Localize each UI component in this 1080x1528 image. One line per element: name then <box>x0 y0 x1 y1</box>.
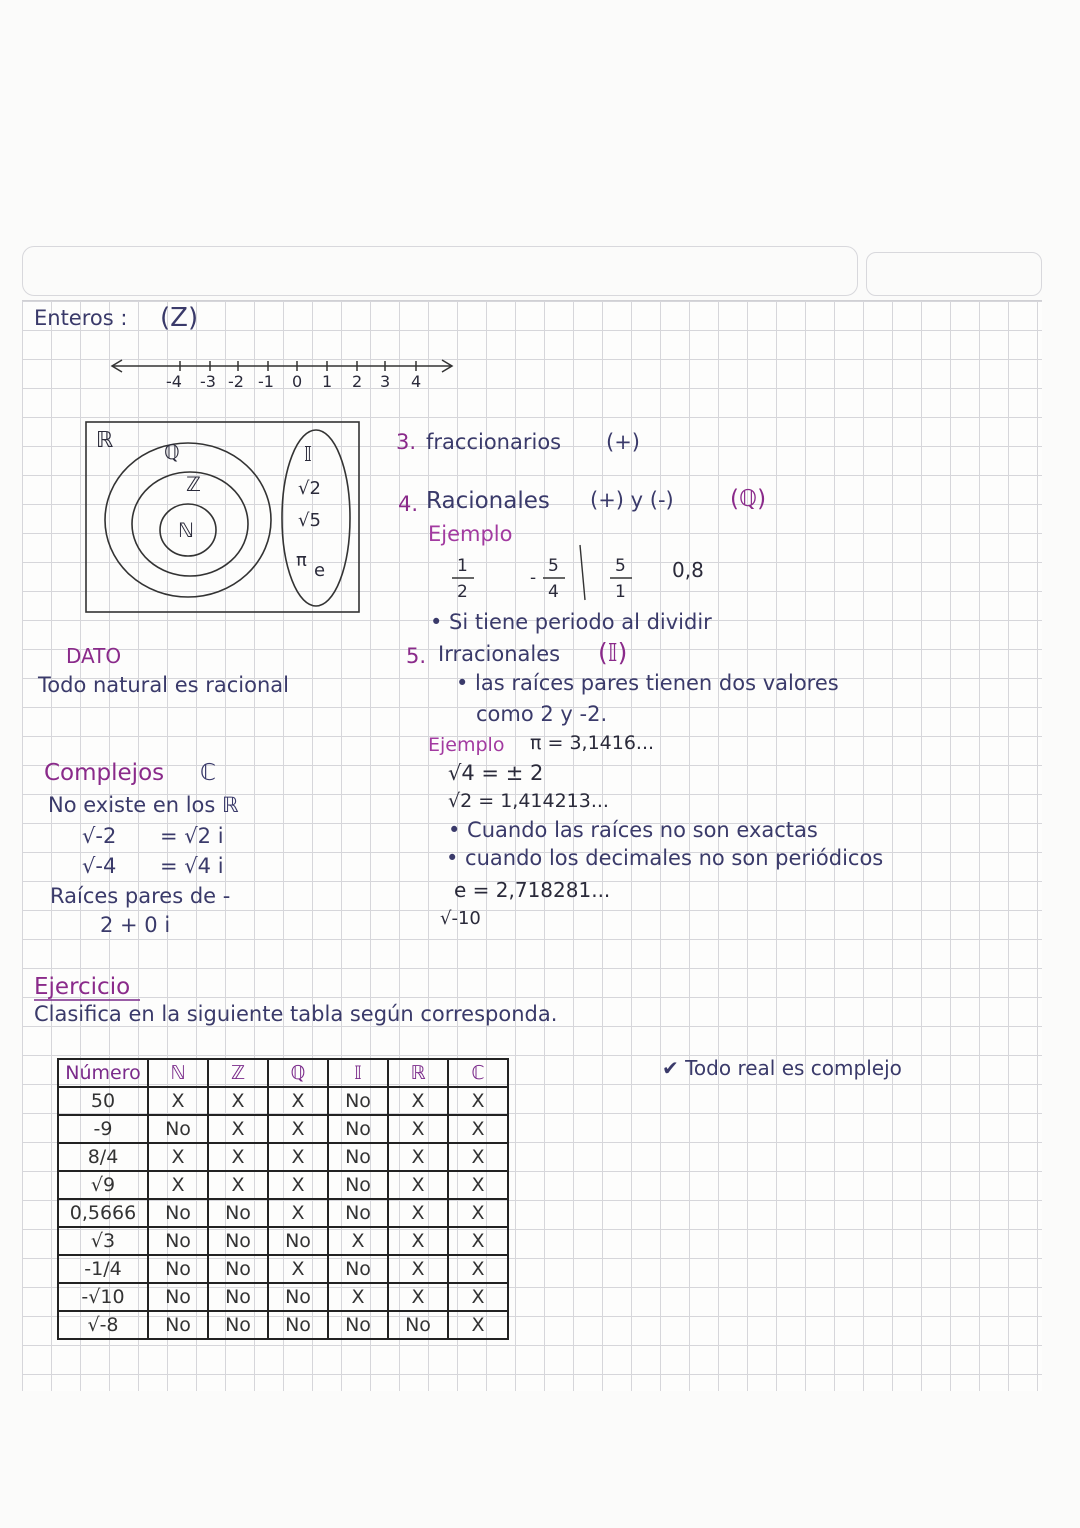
sqrt4-value: √4 = ± 2 <box>448 761 544 785</box>
table-cell: X <box>448 1283 508 1311</box>
frac2-sign: - <box>530 568 537 588</box>
table-cell: No <box>328 1199 388 1227</box>
ejemplo2-label: Ejemplo <box>428 734 505 756</box>
frac3-num: 5 <box>615 556 626 576</box>
enteros-title: Enteros : <box>34 306 128 330</box>
tick-0: 0 <box>292 372 303 391</box>
sqrt-neg10: √-10 <box>440 908 481 929</box>
table-cell: -√10 <box>58 1283 148 1311</box>
table-cell: No <box>328 1255 388 1283</box>
table-row <box>58 1143 508 1171</box>
table-row <box>58 1227 508 1255</box>
table-cell: X <box>448 1171 508 1199</box>
table-cell: 0,5666 <box>58 1199 148 1227</box>
complejos-symbol: ℂ <box>200 760 217 786</box>
table-cell: X <box>448 1115 508 1143</box>
fraction-bars <box>452 545 632 600</box>
sqrt2-value: √2 = 1,414213... <box>448 790 609 812</box>
frac1-den: 2 <box>457 582 468 602</box>
table-cell: X <box>328 1283 388 1311</box>
item3-sign: (+) <box>606 430 640 454</box>
header-racionales: ℚ <box>268 1059 328 1087</box>
venn-racionales: ℚ <box>164 440 180 464</box>
venn-irracionales: 𝕀 <box>304 442 312 466</box>
frac2-num: 5 <box>548 556 559 576</box>
table-cell: X <box>388 1115 448 1143</box>
item5-symbol: (𝕀) <box>598 638 628 667</box>
tick-2: 2 <box>352 372 363 391</box>
table-cell: X <box>448 1255 508 1283</box>
tick-minus1: -1 <box>258 372 274 391</box>
table-cell: X <box>148 1171 208 1199</box>
tick-4: 4 <box>411 372 422 391</box>
complejos-ex2-left: √-4 <box>82 854 117 878</box>
table-cell: X <box>388 1171 448 1199</box>
table-row <box>58 1199 508 1227</box>
number-line <box>112 360 452 372</box>
item5-text: Irracionales <box>438 642 561 666</box>
item4-text: Racionales <box>426 488 550 514</box>
venn-pi: π <box>296 550 307 571</box>
table-cell: X <box>448 1199 508 1227</box>
table-cell: X <box>148 1087 208 1115</box>
venn-enteros: ℤ <box>186 472 201 496</box>
complejos-title: Complejos <box>44 760 165 786</box>
table-cell: √-8 <box>58 1311 148 1339</box>
table-cell: No <box>148 1311 208 1339</box>
item4-num: 4. <box>398 492 419 516</box>
table-cell: No <box>208 1227 268 1255</box>
table-cell: No <box>328 1171 388 1199</box>
table-cell: No <box>148 1115 208 1143</box>
table-cell: X <box>388 1143 448 1171</box>
venn-e: e <box>314 560 326 581</box>
tick-1: 1 <box>322 372 333 391</box>
table-cell: No <box>328 1087 388 1115</box>
frac1-num: 1 <box>457 556 468 576</box>
table-cell: X <box>268 1199 328 1227</box>
header-numero: Número <box>58 1059 148 1087</box>
table-cell: -9 <box>58 1115 148 1143</box>
table-row <box>58 1311 508 1339</box>
venn-naturales: ℕ <box>178 518 195 542</box>
ejercicio-instruction: Clasifica en la siguiente tabla según corresponda. <box>34 1002 558 1026</box>
header-irracionales: 𝕀 <box>328 1059 388 1087</box>
item3-num: 3. <box>396 430 417 454</box>
item4-symbol: (ℚ) <box>730 486 767 512</box>
venn-sqrt2: √2 <box>298 478 321 499</box>
frac3-den: 1 <box>615 582 626 602</box>
table-cell: No <box>208 1199 268 1227</box>
table-cell: √3 <box>58 1227 148 1255</box>
table-cell: No <box>268 1311 328 1339</box>
table-cell: X <box>328 1227 388 1255</box>
bullet-raices-pares: • las raíces pares tienen dos valores <box>456 671 839 695</box>
table-cell: X <box>448 1311 508 1339</box>
e-value: e = 2,718281... <box>454 878 611 902</box>
complejos-ex1-right: = √2 i <box>160 824 224 848</box>
table-cell: X <box>388 1255 448 1283</box>
table-cell: No <box>268 1227 328 1255</box>
bullet-periodo: • Si tiene periodo al dividir <box>430 610 712 634</box>
complejos-ex1-left: √-2 <box>82 824 117 848</box>
tick-minus2: -2 <box>228 372 244 391</box>
complejos-ex2-right: = √4 i <box>160 854 224 878</box>
frac2-den: 4 <box>548 582 559 602</box>
venn-reales: ℝ <box>96 428 114 453</box>
table-row <box>58 1171 508 1199</box>
header-naturales: ℕ <box>148 1059 208 1087</box>
dato-text: Todo natural es racional <box>38 673 289 697</box>
table-cell: X <box>268 1171 328 1199</box>
header-complejos: ℂ <box>448 1059 508 1087</box>
table-cell: No <box>328 1311 388 1339</box>
table-cell: X <box>448 1143 508 1171</box>
item3-text: fraccionarios <box>426 430 562 454</box>
table-cell: √9 <box>58 1171 148 1199</box>
table-cell: No <box>268 1283 328 1311</box>
note-real-complejo: ✔ Todo real es complejo <box>662 1056 902 1080</box>
table-cell: X <box>388 1283 448 1311</box>
table-cell: X <box>208 1115 268 1143</box>
table-cell: X <box>208 1087 268 1115</box>
table-cell: X <box>448 1227 508 1255</box>
table-row <box>58 1087 508 1115</box>
complejos-forma: 2 + 0 i <box>100 913 171 937</box>
table-cell: No <box>208 1283 268 1311</box>
table-cell: -1/4 <box>58 1255 148 1283</box>
ejercicio-title: Ejercicio <box>34 974 131 1000</box>
table-row <box>58 1255 508 1283</box>
ejemplo-label: Ejemplo <box>428 522 513 546</box>
table-cell: 50 <box>58 1087 148 1115</box>
complejos-raices: Raíces pares de - <box>50 884 231 908</box>
table-row <box>58 1283 508 1311</box>
table-cell: X <box>388 1227 448 1255</box>
tick-minus3: -3 <box>200 372 216 391</box>
tick-3: 3 <box>380 372 391 391</box>
header-reales: ℝ <box>388 1059 448 1087</box>
table-cell: X <box>448 1087 508 1115</box>
table-cell: X <box>268 1255 328 1283</box>
table-cell: X <box>268 1143 328 1171</box>
pi-value: π = 3,1416... <box>530 732 655 754</box>
header-enteros: ℤ <box>208 1059 268 1087</box>
table-cell: No <box>208 1255 268 1283</box>
bullet-raices-pares-b: como 2 y -2. <box>476 702 608 726</box>
complejos-line1: No existe en los ℝ <box>48 793 239 817</box>
venn-sqrt5: √5 <box>298 510 321 531</box>
table-cell: No <box>148 1199 208 1227</box>
item5-num: 5. <box>406 644 427 668</box>
table-cell: X <box>268 1115 328 1143</box>
decimal-example: 0,8 <box>672 558 704 582</box>
table-cell: No <box>328 1115 388 1143</box>
table-cell: No <box>148 1283 208 1311</box>
item4-signs: (+) y (-) <box>590 488 674 512</box>
table-cell: 8/4 <box>58 1143 148 1171</box>
table-cell: No <box>328 1143 388 1171</box>
table-cell: X <box>388 1199 448 1227</box>
table-cell: No <box>148 1227 208 1255</box>
table-cell: X <box>388 1087 448 1115</box>
table-cell: No <box>388 1311 448 1339</box>
dato-title: DATO <box>66 644 122 668</box>
classification-table <box>57 1058 509 1340</box>
table-cell: No <box>208 1311 268 1339</box>
table-cell: X <box>268 1087 328 1115</box>
table-cell: X <box>148 1143 208 1171</box>
bullet-no-periodicos: • cuando los decimales no son periódicos <box>446 846 884 870</box>
table-cell: X <box>208 1143 268 1171</box>
table-header-row <box>58 1059 508 1087</box>
table-row <box>58 1115 508 1143</box>
bullet-no-exactas: • Cuando las raíces no son exactas <box>448 818 818 842</box>
table-cell: X <box>208 1171 268 1199</box>
tick-minus4: -4 <box>166 372 182 391</box>
table-cell: No <box>148 1255 208 1283</box>
enteros-symbol: (Z) <box>160 303 199 333</box>
